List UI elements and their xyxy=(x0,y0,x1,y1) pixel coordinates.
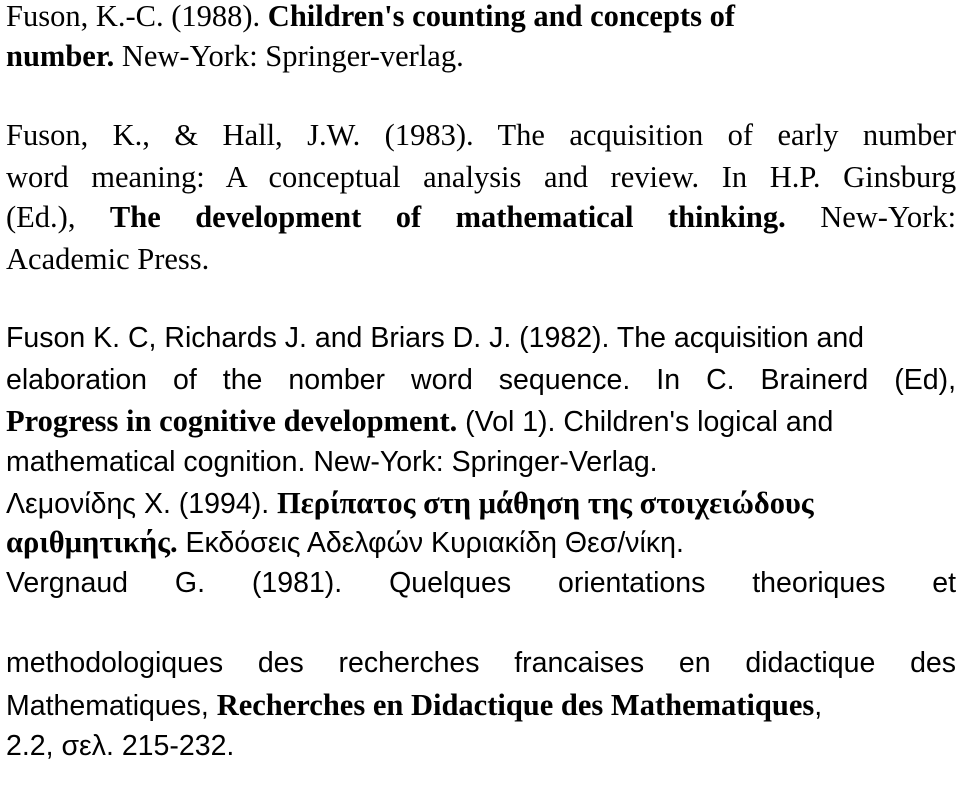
word: G. xyxy=(174,567,206,599)
word: didactique xyxy=(745,647,876,679)
word: C. xyxy=(706,364,735,396)
word: meaning: xyxy=(91,160,205,194)
word: acquisition xyxy=(569,118,704,152)
word: word xyxy=(411,364,473,396)
word: In xyxy=(656,364,681,396)
reference-fuson-richards-briars-1982-line-2 xyxy=(6,360,956,400)
word: Fuson, xyxy=(6,118,89,152)
word: J.W. xyxy=(307,118,361,152)
reference-fuson-1988-line-1 xyxy=(6,0,956,36)
word: Quelques xyxy=(389,567,512,599)
reference-title: Children's counting and concepts of xyxy=(267,0,735,33)
reference-fuson-richards-briars-1982-line-4 xyxy=(6,442,956,482)
word: Hall, xyxy=(222,118,283,152)
word: elaboration xyxy=(6,364,148,396)
word: methodologiques xyxy=(6,647,224,679)
word: A xyxy=(225,160,246,194)
reference-author-year: Λεμονίδης Χ. (1994). xyxy=(6,488,278,520)
reference-title: number. xyxy=(6,39,115,73)
word: theoriques xyxy=(752,567,886,599)
word: word xyxy=(6,160,69,194)
reference-title-word: of xyxy=(395,200,422,234)
word: & xyxy=(174,118,199,152)
word: New-York: xyxy=(820,200,957,234)
word: en xyxy=(678,647,711,679)
word: des xyxy=(910,647,957,679)
reference-publisher: New-York: Springer-verlag. xyxy=(114,39,464,73)
word: Mathematiques, xyxy=(6,690,217,722)
word: des xyxy=(257,647,304,679)
reference-author-year: Fuson K. C, Richards J. and Briars D. J. (1982). The acquisition and xyxy=(6,322,865,354)
reference-lemonidis-1994-line-1 xyxy=(6,483,956,523)
reference-fuson-richards-briars-1982-line-3 xyxy=(6,401,956,441)
reference-publisher: Academic Press. xyxy=(6,242,210,276)
word: sequence. xyxy=(498,364,631,396)
reference-title-word: development xyxy=(195,200,362,234)
reference-title-word: thinking. xyxy=(667,200,786,234)
word: (1983). xyxy=(384,118,474,152)
reference-fuson-richards-briars-1982-line-1 xyxy=(6,318,956,358)
word: orientations xyxy=(558,567,706,599)
reference-author-year: Fuson, K.-C. (1988). xyxy=(6,0,268,33)
word: of xyxy=(173,364,197,396)
reference-lemonidis-1994-line-2 xyxy=(6,522,956,562)
reference-series: (Vol 1). Children's logical and xyxy=(457,406,834,438)
word: conceptual xyxy=(268,160,401,194)
word: (Ed.), xyxy=(6,200,76,234)
word: Vergnaud xyxy=(6,567,129,599)
word: Ginsburg xyxy=(843,160,957,194)
reference-fuson-1988-line-2 xyxy=(6,36,956,76)
reference-title-word: The xyxy=(109,200,161,234)
word: the xyxy=(222,364,263,396)
word: The xyxy=(497,118,545,152)
word: (1981). xyxy=(251,567,343,599)
reference-fuson-hall-1983-line-1 xyxy=(6,115,956,155)
word: recherches xyxy=(338,647,480,679)
word: francaises xyxy=(514,647,645,679)
word: early xyxy=(777,118,839,152)
word: H.P. xyxy=(769,160,821,194)
reference-pages: 2.2, σελ. 215-232. xyxy=(6,730,235,762)
word: number xyxy=(862,118,957,152)
word: (Ed), xyxy=(894,364,957,396)
word: et xyxy=(932,567,957,599)
reference-vergnaud-1981-line-3 xyxy=(6,685,956,725)
reference-vergnaud-1981-line-1 xyxy=(6,563,956,603)
reference-fuson-hall-1983-line-3 xyxy=(6,197,956,237)
word: of xyxy=(727,118,754,152)
word: , xyxy=(814,690,823,722)
reference-vergnaud-1981-line-4 xyxy=(6,726,956,766)
reference-fuson-hall-1983-line-2 xyxy=(6,157,956,197)
reference-fuson-hall-1983-line-4 xyxy=(6,239,956,279)
reference-title-word: mathematical xyxy=(455,200,634,234)
word: K., xyxy=(112,118,150,152)
word: nomber xyxy=(288,364,386,396)
reference-publisher: mathematical cognition. New-York: Springer-Verlag. xyxy=(6,446,658,478)
word: review. xyxy=(610,160,700,194)
word: analysis xyxy=(423,160,522,194)
reference-journal: Recherches en Didactique des Mathematiques xyxy=(216,688,815,722)
word: Brainerd xyxy=(760,364,869,396)
reference-vergnaud-1981-line-2 xyxy=(6,643,956,683)
reference-publisher: Εκδόσεις Αδελφών Κυριακίδη Θεσ/νίκη. xyxy=(177,527,684,559)
word: In xyxy=(721,160,748,194)
reference-title: Progress in cognitive development. xyxy=(6,404,458,438)
reference-title: αριθμητικής. xyxy=(6,525,178,559)
word: and xyxy=(543,160,588,194)
reference-title: Περίπατος στη μάθηση της στοιχειώδους xyxy=(277,486,814,520)
